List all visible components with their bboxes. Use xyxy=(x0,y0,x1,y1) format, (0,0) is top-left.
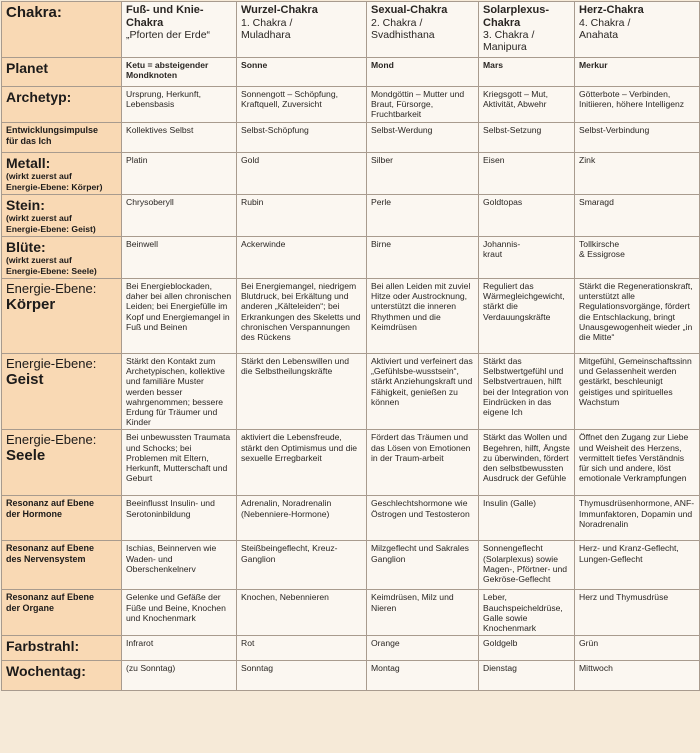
table-row xyxy=(2,590,700,636)
table-cell: Bei Energieblockaden, daher bei allen chronischen Leiden; bei Energiefülle im Kopf und Energiemangel in Fuß und Beinen xyxy=(122,279,237,354)
chakra-sub: 1. Chakra / Muladhara xyxy=(241,16,293,41)
table-cell: Fördert das Träumen und das Lösen von Emotionen in der Traum-arbeit xyxy=(367,430,479,496)
table-cell: Kollektives Selbst xyxy=(122,123,237,153)
table-cell: Chrysoberyll xyxy=(122,195,237,237)
table-cell: Orange xyxy=(367,636,479,661)
header-label-cell xyxy=(2,2,122,58)
table-cell: Stärkt die Regenerationskraft, unterstützt alle Regulationsvorgänge, fördert die Entschlackung, bringt Unausgewogenheit wieder „in die Mitte“ xyxy=(575,279,700,354)
header-label: Chakra: xyxy=(6,4,62,21)
row-label-cell xyxy=(2,430,122,496)
table-cell: Montag xyxy=(367,661,479,691)
header-col-0 xyxy=(122,2,237,58)
row-label-cell xyxy=(2,354,122,430)
table-cell: Geschlechtshormone wie Östrogen und Testosteron xyxy=(367,496,479,541)
table-cell: Mond xyxy=(367,58,479,87)
row-label-cell xyxy=(2,237,122,279)
table-cell: Sonnengeflecht (Solarplexus) sowie Magen-, Pförtner- und Gekröse-Geflecht xyxy=(479,541,575,590)
chakra-name: Solarplexus- Chakra xyxy=(483,4,550,29)
table-cell: Insulin (Galle) xyxy=(479,496,575,541)
chakra-name: Sexual-Chakra xyxy=(371,4,448,16)
table-cell: Infrarot xyxy=(122,636,237,661)
table-row xyxy=(2,153,700,195)
row-title: Energie-Ebene: xyxy=(6,281,97,296)
table-cell: Selbst-Werdung xyxy=(367,123,479,153)
table-cell: Beinwell xyxy=(122,237,237,279)
table-row xyxy=(2,123,700,153)
chakra-sub: 3. Chakra / Manipura xyxy=(483,29,535,53)
table-cell: Stärkt das Wollen und Begehren, hilft, Ängste zu überwinden, fördert den selbstbewussten Ausdruck der Gefühle xyxy=(479,430,575,496)
table-cell: Bei Energiemangel, niedrigem Blutdruck, bei Erkältung und anderen „Kälteleiden“; bei Erkrankungen des Skeletts und chronischen Verspannungen des Rückens xyxy=(237,279,367,354)
table-row xyxy=(2,58,700,87)
table-cell: Silber xyxy=(367,153,479,195)
table-cell: Knochen, Nebennieren xyxy=(237,590,367,636)
row-title: Energie-Ebene: xyxy=(6,356,97,371)
table-cell: Sonnengott – Schöpfung, Kraftquell, Zuversicht xyxy=(237,87,367,123)
row-label-cell xyxy=(2,541,122,590)
table-cell: Platin xyxy=(122,153,237,195)
table-cell: Tollkirsche & Essigrose xyxy=(575,237,700,279)
chakra-name: Fuß- und Knie-Chakra xyxy=(126,4,204,29)
chakra-name: Wurzel-Chakra xyxy=(241,4,318,16)
table-cell: Smaragd xyxy=(575,195,700,237)
chakra-table xyxy=(1,1,700,691)
table-cell: Milzgeflecht und Sakrales Ganglion xyxy=(367,541,479,590)
table-cell: Mars xyxy=(479,58,575,87)
row-title: Metall: xyxy=(6,155,51,171)
table-row xyxy=(2,541,700,590)
row-subtitle: Geist xyxy=(6,371,44,388)
header-col-3 xyxy=(479,2,575,58)
header-row xyxy=(2,2,700,58)
row-label-cell xyxy=(2,87,122,123)
header-col-1 xyxy=(237,2,367,58)
table-cell: Sonntag xyxy=(237,661,367,691)
table-cell: Ketu = absteigender Mondknoten xyxy=(122,58,237,87)
table-cell: Johannis- kraut xyxy=(479,237,575,279)
table-cell: aktiviert die Lebensfreude, stärkt den Optimismus und die sexuelle Erregbarkeit xyxy=(237,430,367,496)
table-cell: Selbst-Verbindung xyxy=(575,123,700,153)
row-title: Planet xyxy=(6,60,49,76)
table-cell: Ursprung, Herkunft, Lebensbasis xyxy=(122,87,237,123)
table-cell: Zink xyxy=(575,153,700,195)
row-subtitle: (wirkt zuerst auf Energie-Ebene: Seele) xyxy=(6,255,97,276)
table-cell: Merkur xyxy=(575,58,700,87)
row-subtitle: (wirkt zuerst auf Energie-Ebene: Geist) xyxy=(6,213,96,234)
table-cell: Ischias, Beinnerven wie Waden- und Oberschenkelnerv xyxy=(122,541,237,590)
chakra-name: Herz-Chakra xyxy=(579,4,644,16)
table-cell: Beeinflusst Insulin- und Serotoninbildung xyxy=(122,496,237,541)
table-cell: Goldgelb xyxy=(479,636,575,661)
table-cell: Herz und Thymusdrüse xyxy=(575,590,700,636)
row-title: Energie-Ebene: xyxy=(6,432,97,448)
table-cell: Perle xyxy=(367,195,479,237)
chakra-sub: 4. Chakra / Anahata xyxy=(579,16,631,41)
table-cell: Gelenke und Gefäße der Füße und Beine, Knochen und Knochenmark xyxy=(122,590,237,636)
table-cell: Bei allen Leiden mit zuviel Hitze oder Austrocknung, unterstützt die inneren Rhythmen und die Keimdrüsen xyxy=(367,279,479,354)
table-cell: Öffnet den Zugang zur Liebe und Weisheit des Herzens, vermittelt tiefes Verständnis für sich und andere, löst emotionale Verkrampfungen xyxy=(575,430,700,496)
row-title: Wochentag: xyxy=(6,663,86,680)
row-title: Resonanz auf Ebene der Organe xyxy=(6,592,95,613)
row-subtitle: Körper xyxy=(6,296,56,313)
table-cell: Stärkt den Kontakt zum Archetypischen, kollektive und familiäre Muster werden besser wahrgenommen; bessere Erdung für Träumer und Kinder xyxy=(122,354,237,430)
table-cell: Mitgefühl, Gemeinschaftssinn und Gelassenheit werden gestärkt, beschleunigt geistiges und spirituelles Wachstum xyxy=(575,354,700,430)
table-cell: Stärkt das Selbstwertgefühl und Selbstvertrauen, hilft bei der Integration von Eindrücken in das eigene Ich xyxy=(479,354,575,430)
table-cell: Kriegsgott – Mut, Aktivität, Abwehr xyxy=(479,87,575,123)
table-cell: Keimdrüsen, Milz und Nieren xyxy=(367,590,479,636)
table-cell: Rot xyxy=(237,636,367,661)
table-cell: Gold xyxy=(237,153,367,195)
table-row xyxy=(2,237,700,279)
table-cell: Bei unbewussten Traumata und Schocks; bei Problemen mit Eltern, Herkunft, Mutterschaft und Geburt xyxy=(122,430,237,496)
table-cell: Thymusdrüsenhormone, ANF-Immunfaktoren, Dopamin und Noradrenalin xyxy=(575,496,700,541)
row-label-cell xyxy=(2,195,122,237)
table-cell: Dienstag xyxy=(479,661,575,691)
row-label-cell xyxy=(2,153,122,195)
row-label-cell xyxy=(2,590,122,636)
table-cell: Leber, Bauchspeicheldrüse, Galle sowie Knochenmark xyxy=(479,590,575,636)
header-col-4 xyxy=(575,2,700,58)
table-row xyxy=(2,279,700,354)
table-row xyxy=(2,354,700,430)
table-cell: Götterbote – Verbinden, Initiieren, höhere Intelligenz xyxy=(575,87,700,123)
table-cell: Mondgöttin – Mutter und Braut, Fürsorge, Fruchtbarkeit xyxy=(367,87,479,123)
table-row xyxy=(2,87,700,123)
table-cell: Sonne xyxy=(237,58,367,87)
table-cell: Ackerwinde xyxy=(237,237,367,279)
row-subtitle: (wirkt zuerst auf Energie-Ebene: Körper) xyxy=(6,171,103,192)
table-row xyxy=(2,195,700,237)
row-label-cell xyxy=(2,636,122,661)
table-cell: Steißbeingeflecht, Kreuz-Ganglion xyxy=(237,541,367,590)
row-label-cell xyxy=(2,58,122,87)
row-title: Archetyp: xyxy=(6,89,72,105)
chakra-sub: 2. Chakra / Svadhisthana xyxy=(371,16,435,41)
table-cell: Mittwoch xyxy=(575,661,700,691)
table-row xyxy=(2,661,700,691)
row-subtitle: Seele xyxy=(6,447,46,465)
table-cell: Reguliert das Wärmegleichgewicht, stärkt die Verdauungskräfte xyxy=(479,279,575,354)
table-row xyxy=(2,636,700,661)
header-col-2 xyxy=(367,2,479,58)
row-label-cell xyxy=(2,123,122,153)
table-cell: Eisen xyxy=(479,153,575,195)
row-title: Blüte: xyxy=(6,239,46,255)
row-title: Entwicklungsimpulse für das Ich xyxy=(6,125,99,146)
row-label-cell xyxy=(2,279,122,354)
row-title: Farbstrahl: xyxy=(6,638,80,655)
table-cell: Rubin xyxy=(237,195,367,237)
table-cell: Selbst-Schöpfung xyxy=(237,123,367,153)
table-row xyxy=(2,496,700,541)
table-cell: Selbst-Setzung xyxy=(479,123,575,153)
table-cell: Aktiviert und verfeinert das „Gefühlsbe-wusstsein“, stärkt Anziehungskraft und Fähigkeit, genießen zu können xyxy=(367,354,479,430)
row-label-cell xyxy=(2,496,122,541)
row-label-cell xyxy=(2,661,122,691)
row-title: Resonanz auf Ebene der Hormone xyxy=(6,498,95,519)
table-cell: Grün xyxy=(575,636,700,661)
table-cell: Herz- und Kranz-Geflecht, Lungen-Geflecht xyxy=(575,541,700,590)
table-row xyxy=(2,430,700,496)
chakra-sub: „Pforten der Erde“ xyxy=(126,29,211,41)
row-title: Resonanz auf Ebene des Nervensystem xyxy=(6,543,95,564)
table-cell: Adrenalin, Noradrenalin (Nebenniere-Hormone) xyxy=(237,496,367,541)
table-cell: Birne xyxy=(367,237,479,279)
row-title: Stein: xyxy=(6,197,45,213)
table-cell: (zu Sonntag) xyxy=(122,661,237,691)
table-cell: Stärkt den Lebenswillen und die Selbstheilungskräfte xyxy=(237,354,367,430)
table-cell: Goldtopas xyxy=(479,195,575,237)
